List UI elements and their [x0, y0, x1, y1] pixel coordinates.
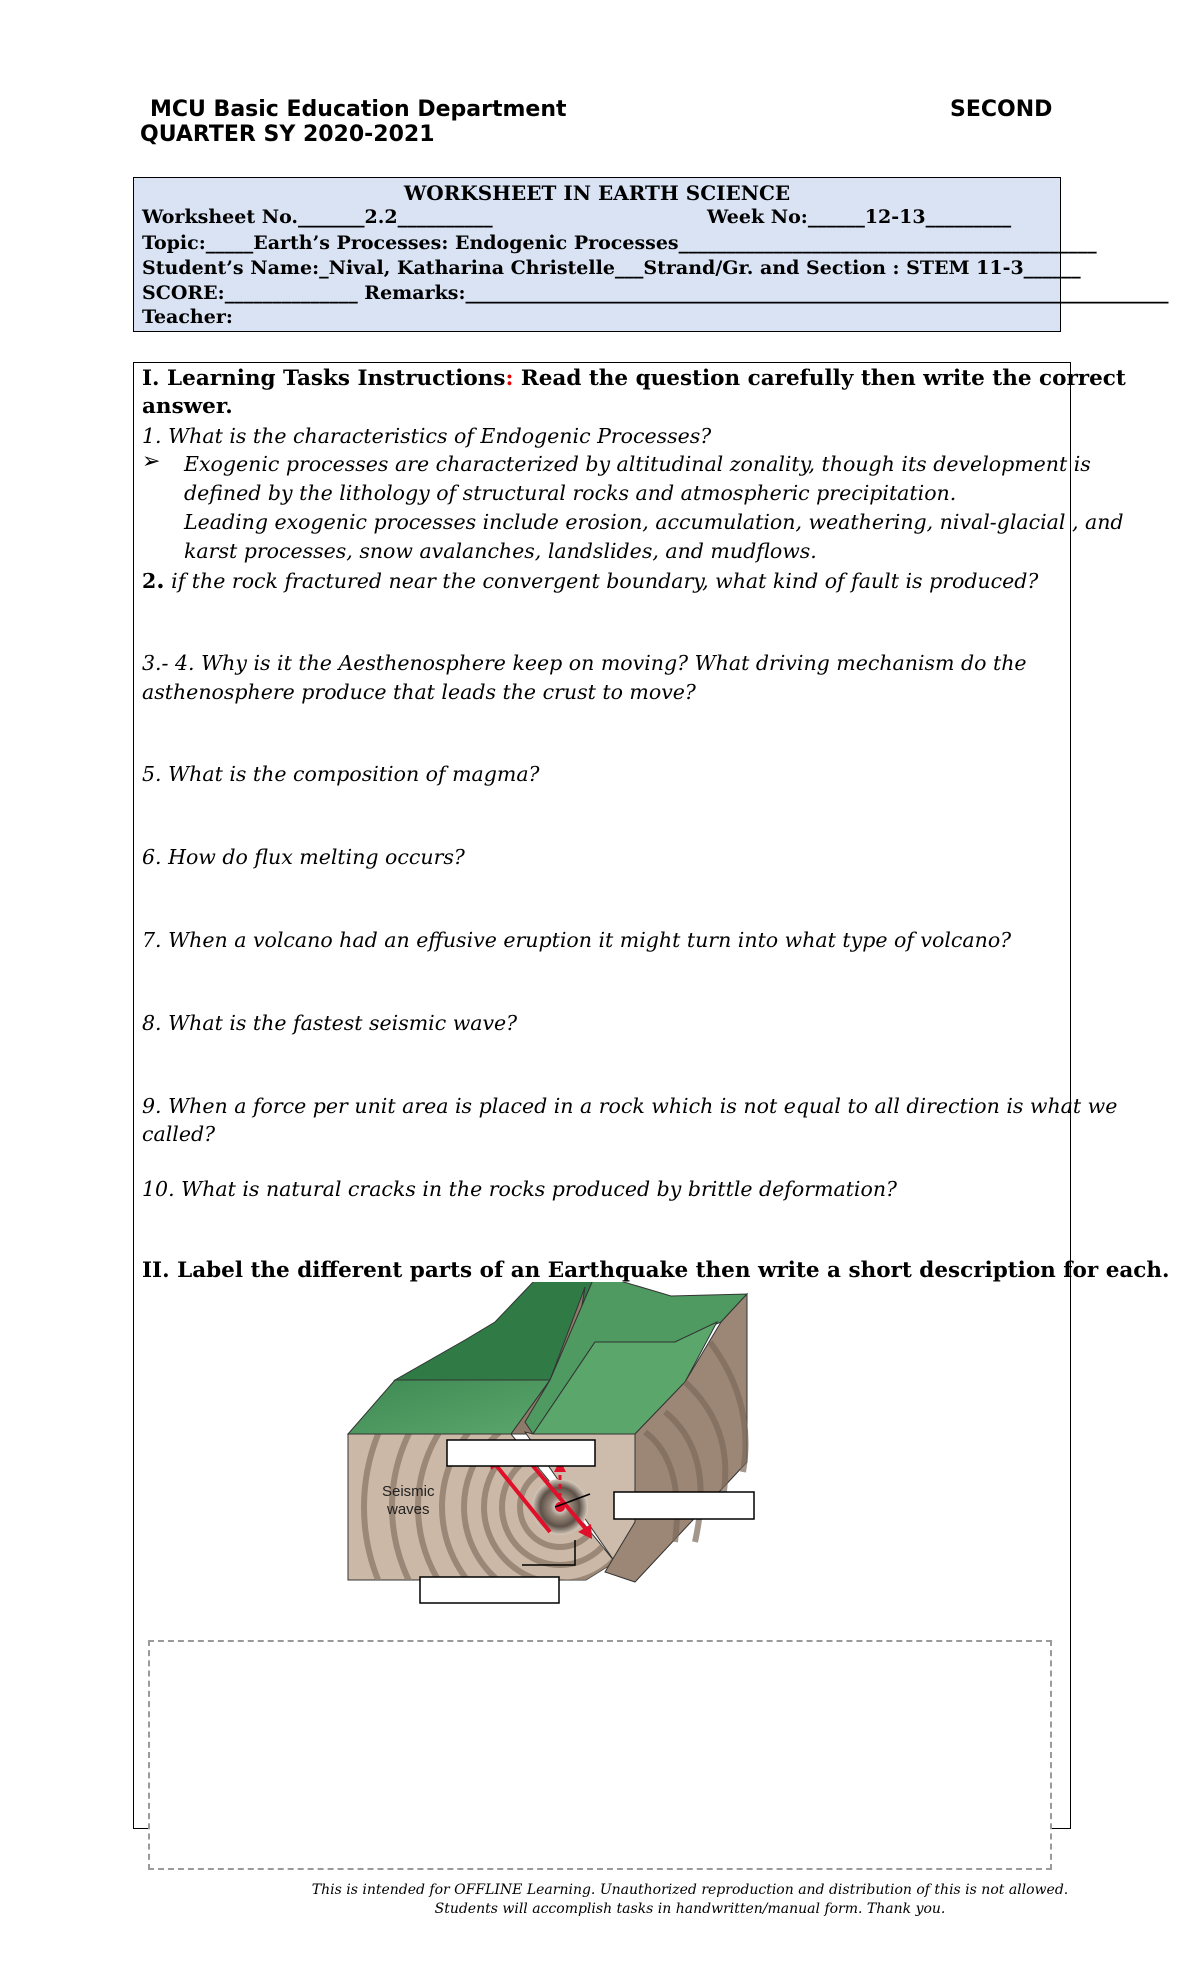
- part-2-heading: II. Label the different parts of an Earthquake then write a short description for each.: [142, 1258, 1170, 1283]
- footer-line-2: Students will accomplish tasks in handwritten/manual form. Thank you.: [434, 1901, 946, 1917]
- score-row: [142, 282, 1168, 304]
- worksheet-number-label: Worksheet No.: [142, 206, 299, 228]
- section-value: STEM 11-3______: [906, 257, 1081, 279]
- score-value: ______________: [224, 282, 358, 304]
- worksheet-number-row: [142, 206, 493, 228]
- heading-roman: I.: [142, 366, 168, 391]
- quarter-label-part1: SECOND: [950, 97, 1053, 122]
- week-label: Week No:: [707, 206, 808, 228]
- waves-label: waves: [387, 1501, 430, 1518]
- topic-row: [142, 232, 1097, 254]
- heading-colon: :: [505, 366, 514, 391]
- footer-line-1: This is intended for OFFLINE Learning. Unauthorized reproduction and distribution of this is not allowed.: [311, 1882, 1069, 1898]
- student-row: [142, 257, 1081, 279]
- topic-value: _____Earth’s Processes: Endogenic Processes____________________________________________: [205, 232, 1097, 254]
- teacher-label: Teacher:: [142, 306, 233, 328]
- question-2-text: if the rock fractured near the convergent boundary, what kind of fault is produced?: [164, 569, 1039, 593]
- student-name-value: _Nival, Katharina Christelle___: [319, 257, 644, 279]
- question-6: 6. How do flux melting occurs?: [142, 845, 465, 869]
- question-7: 7. When a volcano had an effusive eruption it might turn into what type of volcano?: [142, 928, 1012, 952]
- quarter-label-part2: QUARTER SY 2020-2021: [140, 122, 435, 147]
- answer-1-line-4: karst processes, snow avalanches, landslides, and mudflows.: [184, 539, 817, 563]
- section-label: Strand/Gr. and Section :: [643, 257, 907, 279]
- worksheet-info-box: [133, 177, 1169, 332]
- remarks-value: __________________________________________________________________________: [465, 282, 1169, 304]
- topic-label: Topic:: [142, 232, 206, 254]
- question-3-4-line-2: asthenosphere produce that leads the crust to move?: [142, 680, 696, 704]
- label-box-fault[interactable]: [420, 1577, 559, 1603]
- question-3-4-line-1: 3.- 4. Why is it the Aesthenosphere keep on moving? What driving mechanism do the: [142, 651, 1027, 675]
- description-answer-area[interactable]: [148, 1640, 1052, 1870]
- worksheet-title: WORKSHEET IN EARTH SCIENCE: [403, 181, 791, 205]
- score-label: SCORE:: [142, 282, 225, 304]
- question-2-dot: .: [156, 565, 165, 594]
- seismic-label: Seismic: [382, 1483, 435, 1500]
- label-box-epicenter[interactable]: [447, 1440, 595, 1466]
- worksheet-number-value: _______2.2__________: [298, 206, 493, 228]
- question-5: 5. What is the composition of magma?: [142, 762, 540, 786]
- tasks-box-bottom-right: [1051, 1828, 1071, 1829]
- question-2-number: 2: [142, 569, 157, 593]
- instructions-heading-cont: answer.: [142, 394, 233, 419]
- answer-1-line-2: defined by the lithology of structural rocks and atmospheric precipitation.: [184, 481, 957, 505]
- label-box-focus[interactable]: [614, 1492, 754, 1519]
- heading-rest: Read the question carefully then write the correct: [513, 366, 1126, 391]
- week-row: [707, 206, 1011, 228]
- question-8: 8. What is the fastest seismic wave?: [142, 1011, 518, 1035]
- question-9-line-1: 9. When a force per unit area is placed in a rock which is not equal to all direction is what we: [142, 1094, 1118, 1118]
- answer-1-line-3: Leading exogenic processes include erosion, accumulation, weathering, nival-glacial , and: [184, 510, 1124, 534]
- earthquake-diagram: [345, 1282, 855, 1622]
- arrow-bullet-icon: ➢: [142, 449, 161, 474]
- student-name-label: Student’s Name:: [142, 257, 320, 279]
- question-2: [142, 566, 1038, 595]
- question-9-line-2: called?: [142, 1122, 216, 1146]
- question-1: 1. What is the characteristics of Endogenic Processes?: [142, 424, 712, 448]
- heading-label: Learning Tasks Instructions: [167, 366, 506, 391]
- instructions-heading: [142, 365, 1126, 393]
- footer-note: [240, 1881, 1140, 1919]
- week-value: ______12-13_________: [807, 206, 1012, 228]
- remarks-label: Remarks:: [357, 282, 466, 304]
- answer-1-line-1: Exogenic processes are characterized by altitudinal zonality, though its development is: [184, 452, 1091, 476]
- question-10: 10. What is natural cracks in the rocks produced by brittle deformation?: [142, 1177, 898, 1201]
- department-name: MCU Basic Education Department: [150, 97, 567, 122]
